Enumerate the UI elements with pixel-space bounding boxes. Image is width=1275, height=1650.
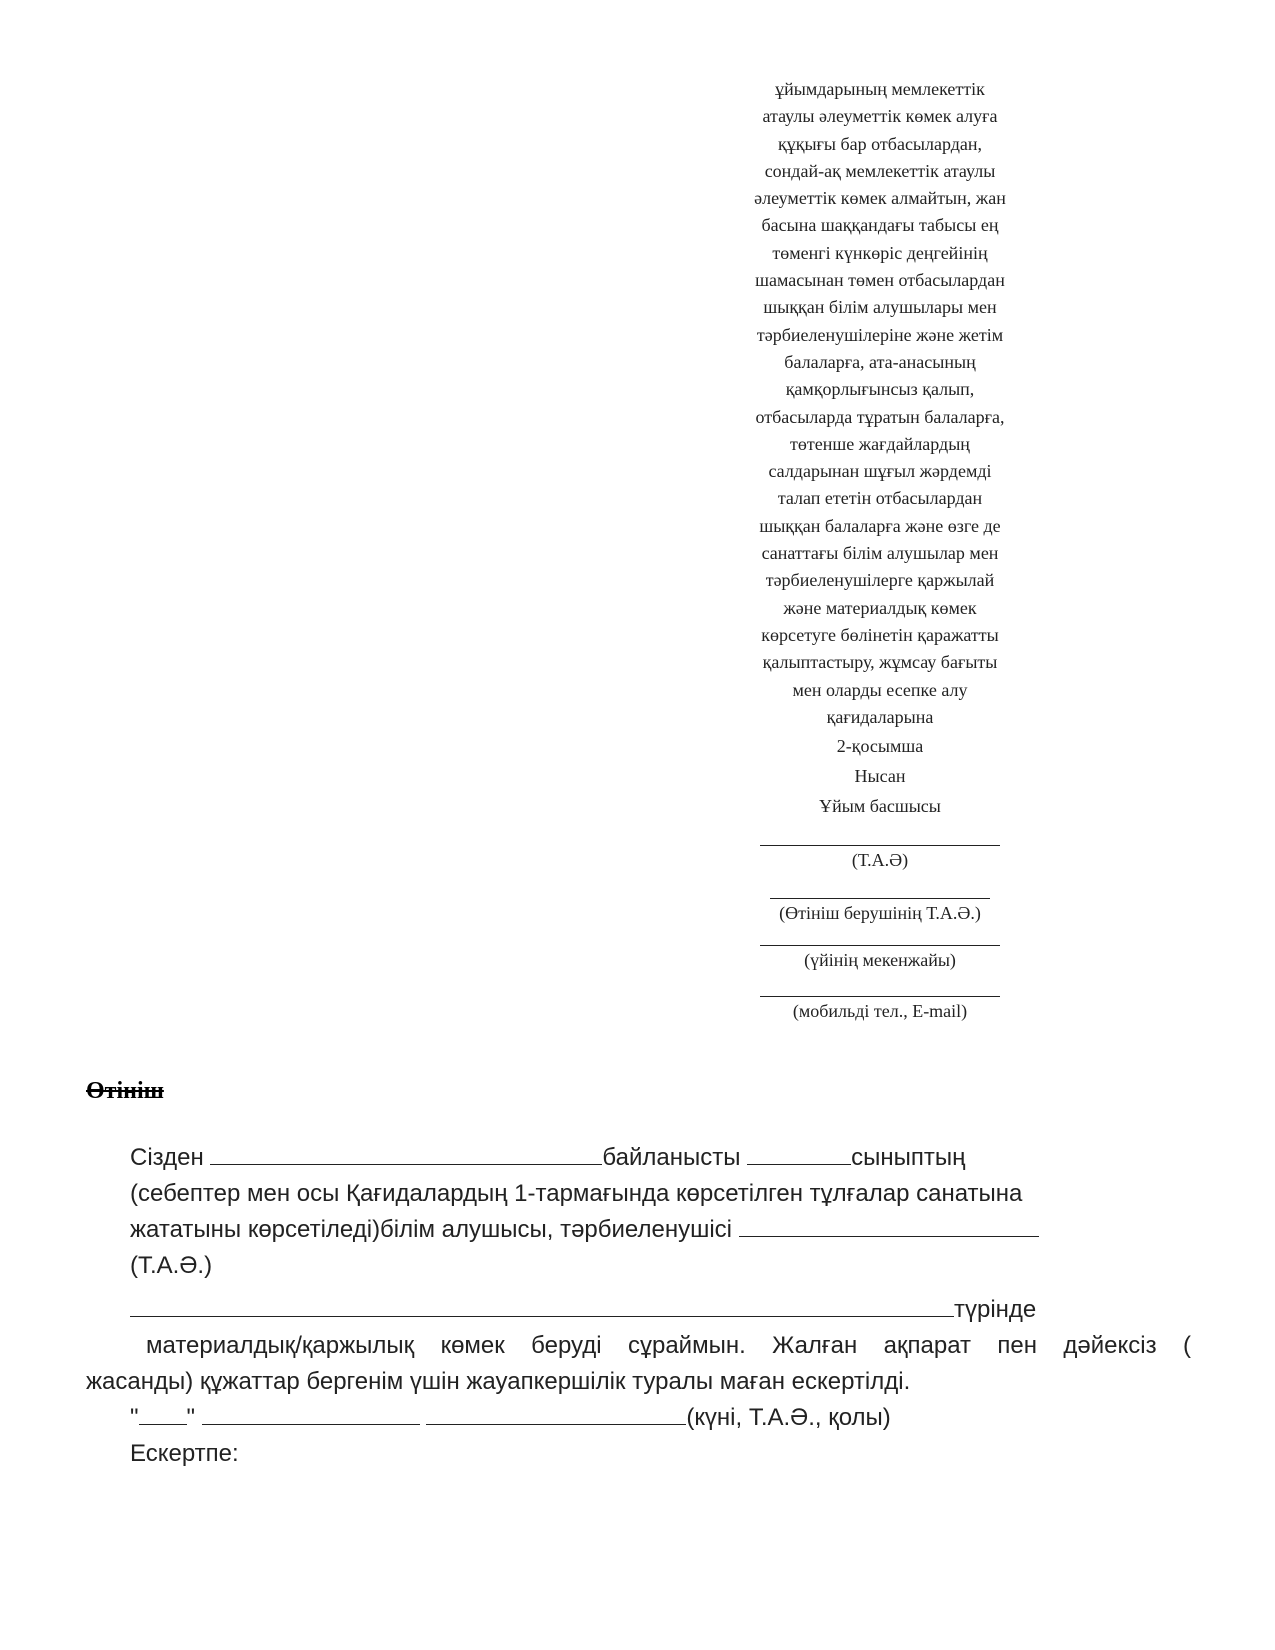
- body-text-student: жататыны көрсетіледі)білім алушысы, тәрбиеленушісі: [130, 1216, 732, 1243]
- body-line-6: материалдық/қаржылық көмек беруді сұраймын. Жалған ақпарат пен дәйексіз (: [146, 1332, 1191, 1359]
- header-line: сондай-ақ мемлекеттік атаулы: [764, 160, 996, 181]
- page-title: Өтініш: [86, 1078, 164, 1104]
- fio-blank[interactable]: [760, 827, 1000, 846]
- header-line: шамасынан төмен отбасылардан: [755, 270, 1005, 291]
- header-line: салдарынан шұғыл жәрдемді: [768, 461, 992, 482]
- signature-caption: (күні, Т.А.Ә., қолы): [686, 1404, 891, 1431]
- day-blank[interactable]: [139, 1400, 187, 1425]
- grade-blank[interactable]: [747, 1140, 851, 1165]
- header-line: және материалдық көмек: [783, 597, 977, 618]
- head-of-org-label: Ұйым басшысы: [819, 796, 941, 817]
- header-line: қағидаларына: [826, 706, 934, 727]
- applicant-fio-blank[interactable]: [770, 880, 990, 899]
- body-line-4: (Т.А.Ә.): [130, 1252, 213, 1279]
- header-line: тәрбиеленушілерге қаржылай: [765, 570, 995, 591]
- header-line: талап ететін отбасылардан: [777, 488, 983, 509]
- body-text-type: түрінде: [954, 1296, 1037, 1323]
- header-line: ұйымдарының мемлекеттік: [775, 79, 985, 99]
- header-line: қалыптастыру, жұмсау бағыты: [762, 652, 998, 673]
- header-line: атаулы әлеуметтік көмек алуға: [762, 106, 998, 127]
- header-line: санаттағы білім алушылар мен: [761, 543, 999, 564]
- body-line-1: [130, 1140, 965, 1176]
- date-open-quote: ": [130, 1404, 139, 1431]
- date-close-quote: ": [186, 1404, 196, 1431]
- header-line: тәрбиеленушілеріне және жетім: [756, 324, 1004, 345]
- header-line: төменгі күнкөріс деңгейінің: [772, 242, 988, 263]
- body-text-grade: сыныптың: [851, 1144, 966, 1171]
- header-line: мен оларды есепке алу: [792, 679, 968, 700]
- header-line: әлеуметтік көмек алмайтын, жан: [754, 188, 1006, 209]
- header-line: құқығы бар отбасылардан,: [777, 133, 983, 154]
- name-blank[interactable]: [202, 1400, 420, 1425]
- header-line: басына шаққандағы табысы ең: [761, 215, 999, 236]
- form-label: Нысан: [854, 766, 906, 787]
- fio-caption: (Т.А.Ә): [851, 850, 909, 871]
- contact-caption: (мобильді тел., E-mail): [792, 1001, 968, 1022]
- body-text-from: Сізден: [130, 1144, 204, 1171]
- header-line: отбасыларда тұратын балаларға,: [755, 406, 1005, 427]
- body-text-related: байланысты: [602, 1144, 741, 1171]
- address-blank[interactable]: [760, 927, 1000, 946]
- body-line-7: жасанды) құжаттар бергенім үшін жауапкершілік туралы маған ескертілді.: [86, 1368, 911, 1395]
- header-line: шыққан білім алушылары мен: [763, 297, 997, 318]
- header-line: балаларға, ата-анасының: [784, 351, 976, 372]
- aid-type-blank[interactable]: [130, 1292, 954, 1317]
- header-block: [700, 76, 1060, 1025]
- header-line: шыққан балаларға және өзге де: [759, 515, 1001, 536]
- appendix-label: 2-қосымша: [836, 736, 924, 757]
- signature-line: [130, 1400, 891, 1436]
- body-line-5: [130, 1292, 1036, 1328]
- note-label: Ескертпе:: [130, 1440, 239, 1467]
- header-line: төтенше жағдайлардың: [790, 433, 970, 454]
- contact-blank[interactable]: [760, 978, 1000, 997]
- address-caption: (үйінің мекенжайы): [804, 950, 956, 971]
- reason-blank[interactable]: [210, 1140, 602, 1165]
- header-line: қамқорлығынсыз қалып,: [785, 379, 975, 400]
- header-line: көрсетуге бөлінетін қаражатты: [761, 624, 999, 645]
- body-line-2: (себептер мен осы Қағидалардың 1-тармағында көрсетілген тұлғалар санатына: [130, 1180, 1023, 1207]
- signature-blank[interactable]: [426, 1400, 686, 1425]
- applicant-fio-caption: (Өтініш берушінің Т.А.Ә.): [779, 903, 981, 924]
- student-name-blank[interactable]: [739, 1212, 1039, 1237]
- body-line-3: [130, 1212, 1039, 1248]
